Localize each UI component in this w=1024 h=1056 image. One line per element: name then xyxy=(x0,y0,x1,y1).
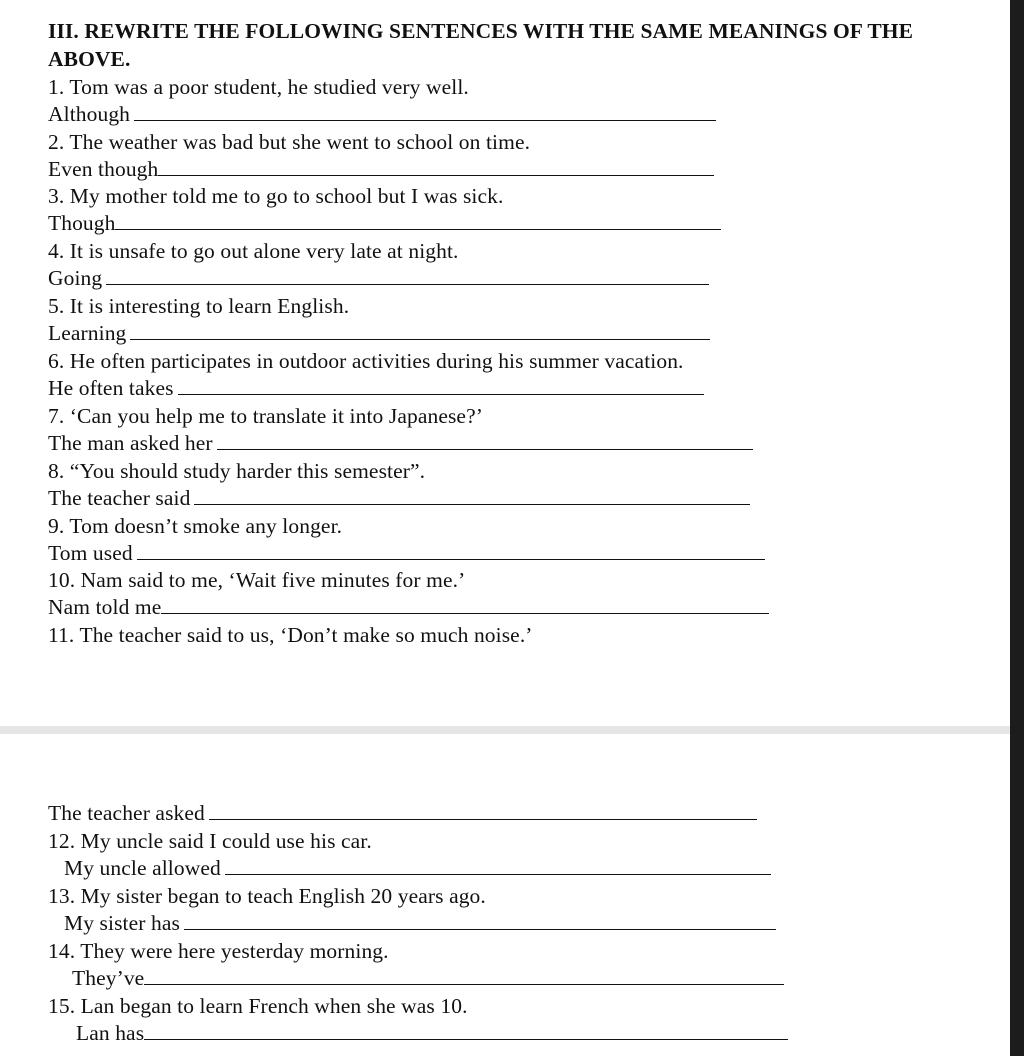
answer-line-4[interactable] xyxy=(48,265,709,291)
prompt-12: My uncle allowed xyxy=(64,856,221,880)
right-border xyxy=(1010,0,1024,1056)
blank-12[interactable] xyxy=(225,856,771,875)
sentence-2: 2. The weather was bad but she went to school on time. xyxy=(48,130,531,154)
blank-2[interactable] xyxy=(158,157,714,176)
prompt-4: Going xyxy=(48,266,103,290)
sentence-5: 5. It is interesting to learn English. xyxy=(48,294,350,318)
sentence-11: 11. The teacher said to us, ‘Don’t make so much noise.’ xyxy=(48,623,533,647)
prompt-15: Lan has xyxy=(76,1021,145,1045)
sentence-6: 6. He often participates in outdoor activities during his summer vacation. xyxy=(48,349,684,373)
answer-line-9[interactable] xyxy=(48,540,765,566)
answer-line-10[interactable] xyxy=(48,594,769,620)
blank-15[interactable] xyxy=(144,1021,788,1040)
sentence-3: 3. My mother told me to go to school but I was sick. xyxy=(48,184,504,208)
blank-7[interactable] xyxy=(217,431,753,450)
sentence-1: 1. Tom was a poor student, he studied very well. xyxy=(48,75,469,99)
blank-14[interactable] xyxy=(144,966,784,985)
answer-line-2[interactable] xyxy=(48,156,714,182)
blank-13[interactable] xyxy=(184,911,776,930)
prompt-13: My sister has xyxy=(64,911,180,935)
prompt-9: Tom used xyxy=(48,541,133,565)
prompt-14: They’ve xyxy=(72,966,145,990)
answer-line-14[interactable] xyxy=(72,965,784,991)
blank-1[interactable] xyxy=(134,102,716,121)
answer-line-7[interactable] xyxy=(48,430,753,456)
blank-8[interactable] xyxy=(194,486,750,505)
answer-line-13[interactable] xyxy=(64,910,776,936)
answer-line-11[interactable] xyxy=(48,800,757,826)
prompt-1: Although xyxy=(48,102,131,126)
answer-line-6[interactable] xyxy=(48,375,704,401)
blank-6[interactable] xyxy=(178,376,704,395)
blank-9[interactable] xyxy=(137,541,765,560)
prompt-8: The teacher said xyxy=(48,486,191,510)
page-divider xyxy=(0,726,1010,734)
worksheet-page-2 xyxy=(0,734,1010,1056)
prompt-5: Learning xyxy=(48,321,127,345)
section-heading-line-1: III. REWRITE THE FOLLOWING SENTENCES WITH THE SAME MEANINGS OF THE xyxy=(48,19,914,43)
prompt-10: Nam told me xyxy=(48,595,162,619)
prompt-11: The teacher asked xyxy=(48,801,205,825)
sentence-13: 13. My sister began to teach English 20 years ago. xyxy=(48,884,486,908)
answer-line-1[interactable] xyxy=(48,101,716,127)
sentence-7: 7. ‘Can you help me to translate it into Japanese?’ xyxy=(48,404,483,428)
answer-line-8[interactable] xyxy=(48,485,750,511)
blank-11[interactable] xyxy=(209,801,757,820)
answer-line-15[interactable] xyxy=(76,1020,788,1046)
sentence-14: 14. They were here yesterday morning. xyxy=(48,939,389,963)
answer-line-5[interactable] xyxy=(48,320,710,346)
sentence-4: 4. It is unsafe to go out alone very late at night. xyxy=(48,239,459,263)
prompt-7: The man asked her xyxy=(48,431,213,455)
blank-3[interactable] xyxy=(115,211,721,230)
sentence-15: 15. Lan began to learn French when she was 10. xyxy=(48,994,468,1018)
answer-line-12[interactable] xyxy=(64,855,771,881)
prompt-6: He often takes xyxy=(48,376,174,400)
section-heading-line-2: ABOVE. xyxy=(48,47,131,71)
sentence-9: 9. Tom doesn’t smoke any longer. xyxy=(48,514,343,538)
sentence-8: 8. “You should study harder this semester”. xyxy=(48,459,426,483)
sentence-12: 12. My uncle said I could use his car. xyxy=(48,829,372,853)
prompt-3: Though xyxy=(48,211,116,235)
prompt-2: Even though xyxy=(48,157,159,181)
blank-10[interactable] xyxy=(161,595,769,614)
answer-line-3[interactable] xyxy=(48,210,721,236)
blank-5[interactable] xyxy=(130,321,710,340)
blank-4[interactable] xyxy=(106,266,709,285)
sentence-10: 10. Nam said to me, ‘Wait five minutes for me.’ xyxy=(48,568,466,592)
